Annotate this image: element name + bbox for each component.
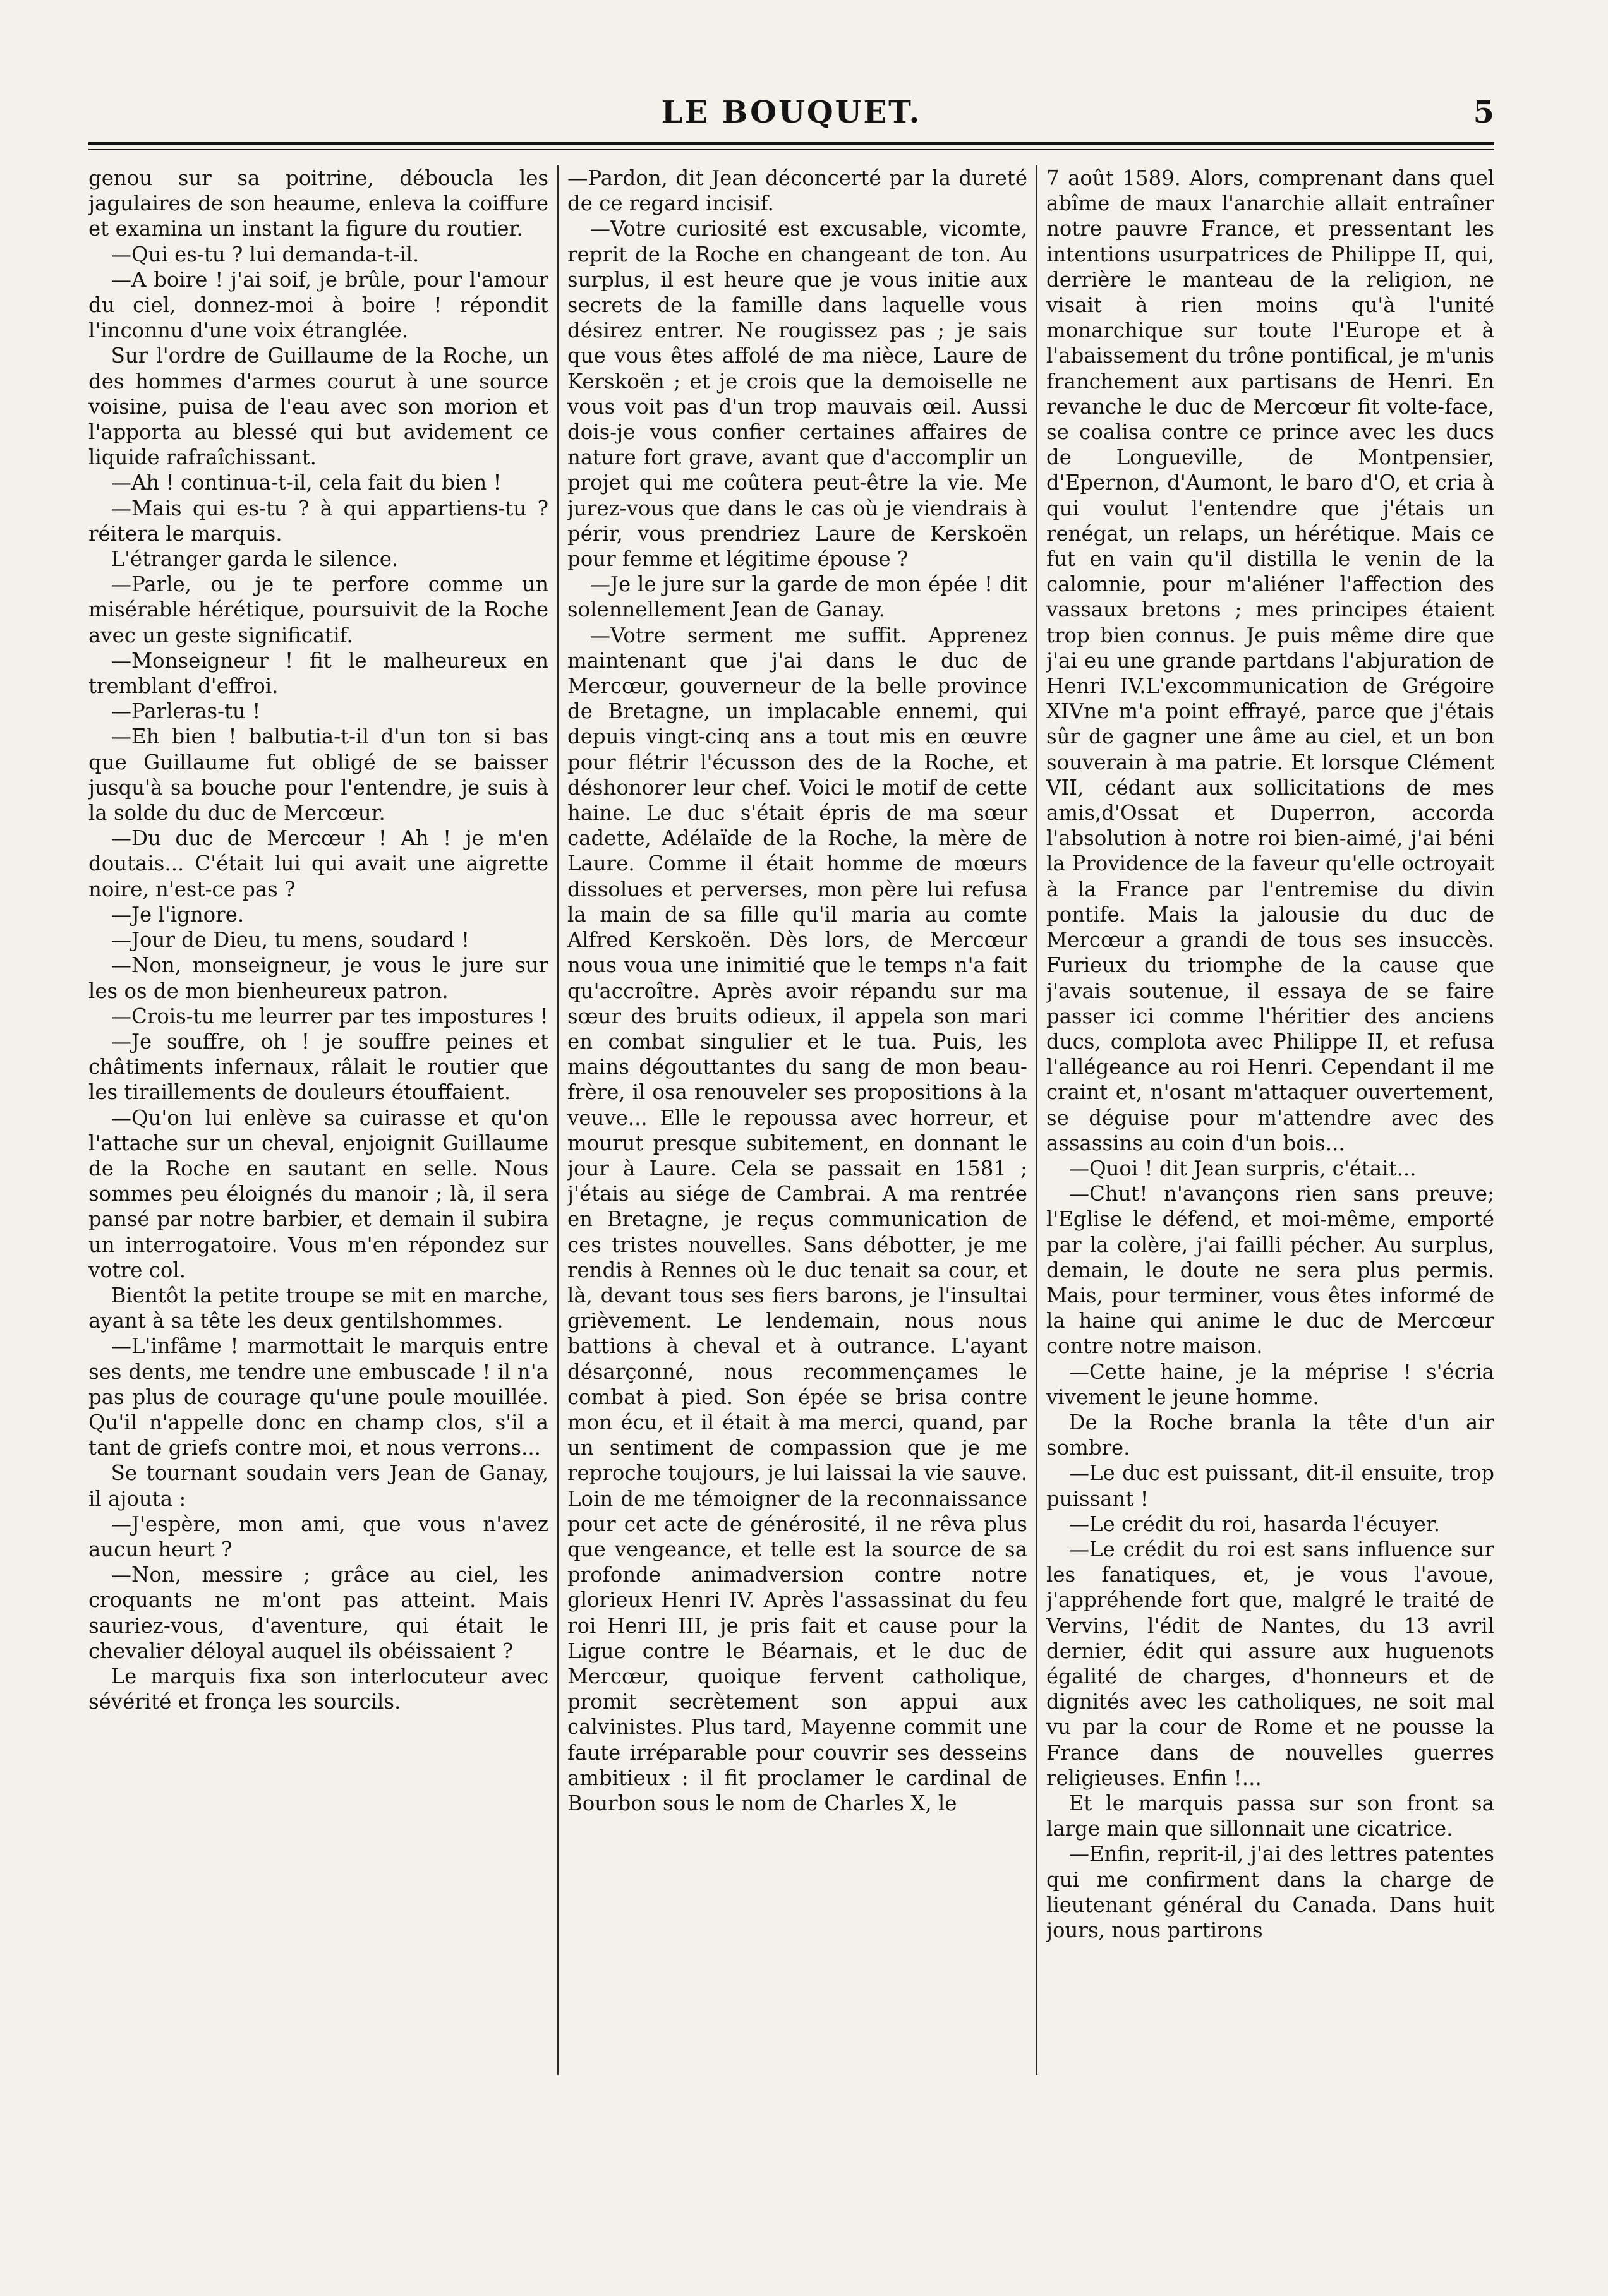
- paragraph: —Parleras-tu !: [111, 699, 261, 724]
- paragraph: Le marquis fixa son interlocuteur avec sévérité et fronça les sourcils.: [88, 1664, 548, 1714]
- header-rule-thin: [88, 149, 1494, 150]
- paragraph: Se tournant soudain vers Jean de Ganay, il ajouta :: [88, 1461, 548, 1511]
- journal-title: LE BOUQUET.: [661, 95, 922, 130]
- paragraph: —Crois-tu me leurrer par tes impostures !: [111, 1004, 548, 1028]
- paragraph: —Le duc est puissant, dit-il ensuite, trop puissant !: [1046, 1461, 1494, 1511]
- paragraph: Et le marquis passa sur son front sa large main que sillonnait une cicatrice.: [1046, 1791, 1494, 1841]
- paragraph: —Je l'ignore.: [111, 902, 245, 927]
- paragraph: —Je souffre, oh ! je souffre peines et châtiments infernaux, râlait le routier que les tiraillements de douleurs étouffaient.: [88, 1029, 548, 1105]
- paragraph: —Le crédit du roi, hasarda l'écuyer.: [1068, 1512, 1441, 1536]
- text-columns: [88, 165, 1494, 2107]
- paragraph: —A boire ! j'ai soif, je brûle, pour l'amour du ciel, donnez-moi à boire ! répondit l'inconnu d'une voix étranglée.: [88, 267, 548, 343]
- column-divider: [557, 165, 559, 2075]
- column-1: [88, 165, 548, 2107]
- column-2: [567, 165, 1027, 2107]
- column-3: [1046, 165, 1494, 2107]
- paragraph: —Le crédit du roi est sans influence sur les fanatiques, et, je vous l'avoue, j'appréhende fort que, malgré le traité de Vervins, l'édit de Nantes, du 13 avril dernier, édit qui assure aux huguenots égalité de charges, d'honneurs et de dignités avec les catholiques, ne soit mal vu par la cour de Rome et ne pousse la France dans de nouvelles guerres religieuses. Enfin !...: [1046, 1537, 1494, 1790]
- paragraph: —Ah ! continua-t-il, cela fait du bien !: [111, 471, 502, 495]
- paragraph: —Enfin, reprit-il, j'ai des lettres patentes qui me confirment dans la charge de lieutenant général du Canada. Dans huit jours, nous partirons: [1046, 1842, 1494, 1943]
- paragraph: —Eh bien ! balbutia-t-il d'un ton si bas que Guillaume fut obligé de se baisser jusqu'à sa bouche pour l'entendre, je suis à la solde du duc de Mercœur.: [88, 724, 548, 826]
- paragraph: —Cette haine, je la méprise ! s'écria vivement le jeune homme.: [1046, 1359, 1494, 1409]
- paragraph: De la Roche branla la tête d'un air sombre.: [1046, 1410, 1494, 1460]
- page-number: 5: [1473, 95, 1494, 130]
- paragraph: —Mais qui es-tu ? à qui appartiens-tu ? réitera le marquis.: [88, 496, 548, 546]
- paragraph: L'étranger garda le silence.: [111, 547, 399, 572]
- paragraph: —Jour de Dieu, tu mens, soudard !: [111, 928, 469, 953]
- paragraph: —Monseigneur ! fit le malheureux en tremblant d'effroi.: [88, 648, 548, 699]
- paragraph: —Votre serment me suffit. Apprenez maintenant que j'ai dans le duc de Mercœur, gouverneur de la belle province de Bretagne, un implacable ennemi, qui depuis vingt-cinq ans a tout mis en œuvre pour flétrir l'écusson des de la Roche, et déshonorer leur chef. Voici le motif de cette haine. Le duc s'était épris de ma sœur cadette, Adélaïde de la Roche, la mère de Laure. Comme il était homme de mœurs dissolues et perverses, mon père lui refusa la main de sa fille qu'il maria au comte Alfred Kerskoën. Dès lors, de Mercœur nous voua une inimitié que le temps n'a fait qu'accroître. Après avoir répandu sur ma sœur des bruits odieux, il appela son mari en combat singulier et le tua. Puis, les mains dégouttantes du sang de mon beau-frère, il osa renouveler ses propositions à la veuve... Elle le repoussa avec horreur, et mourut presque subitement, en donnant le jour à Laure. Cela se passait en 1581 ; j'étais au siége de Cambrai. A ma rentrée en Bretagne, je reçus communication de ces tristes nouvelles. Sans débotter, je me rendis à Rennes où le duc tenait sa cour, et là, devant tous ses fiers barons, je l'insultai grièvement. Le lendemain, nous nous battions à cheval et à outrance. L'ayant désarçonné, nous recommençames le combat à pied. Son épée se brisa contre mon écu, et il était à ma merci, quand, par un sentiment de compassion que je me reproche toujours, je lui laissai la vie sauve. Loin de me témoigner de la reconnaissance pour cet acte de générosité, il ne rêva plus que vengeance, et telle est la source de sa profonde animadversion contre notre glorieux Henri IV. Après l'assassinat du feu roi Henri III, je pris fait et cause pour la Ligue contre le Béarnais, et le duc de Mercœur, quoique fervent catholique, promit secrètement son appui aux calvinistes. Plus tard, Mayenne commit une faute irréparable pour couvrir ses desseins ambitieux : il fit proclamer le cardinal de Bourbon sous le nom de Charles X, le: [567, 623, 1027, 1815]
- paragraph: —Qui es-tu ? lui demanda-t-il.: [111, 242, 420, 267]
- paragraph: 7 août 1589. Alors, comprenant dans quel abîme de maux l'anarchie allait entraîner notre pauvre France, et pressentant les intentions usurpatrices de Philippe II, qui, derrière le manteau de la religion, ne visait à rien moins qu'à l'unité monarchique sur toute l'Europe et à l'abaissement du trône pontifical, je m'unis franchement aux partisans de Henri. En revanche le duc de Mercœur fit volte-face, se coalisa contre ce prince avec les ducs de Longueville, de Montpensier, d'Epernon, d'Aumont, le baro d'O, et cria à qui voulut l'entendre que j'étais un renégat, un relaps, un hérétique. Mais ce fut en vain qu'il distilla le venin de la calomnie, pour m'aliéner l'affection des vassaux bretons ; mes principes étaient trop bien connus. Je puis même dire que j'ai eu une grande partdans l'abjuration de Henri IV.L'excommunication de Grégoire XIVne m'a point effrayé, parce que j'étais sûr de gagner une âme au ciel, et un bon souverain à ma patrie. Et lorsque Clément VII, cédant aux sollicitations de mes amis,d'Ossat et Duperron, accorda l'absolution à notre roi bien-aimé, j'ai béni la Providence de la faveur qu'elle octroyait à la France par l'entremise du divin pontife. Mais la jalousie du duc de Mercœur a grandi de tous ses insuccès. Furieux du triomphe de la cause que j'avais soutenue, il essaya de se faire passer ici comme l'héritier des anciens ducs, complota avec Philippe II, et refusa l'allégeance au roi Henri. Cependant il me craint et, n'osant m'attaquer ouvertement, se déguise pour m'attendre avec des assassins au coin d'un bois...: [1046, 166, 1494, 1155]
- header-rule-thick: [88, 142, 1494, 145]
- paragraph: —Parle, ou je te perfore comme un misérable hérétique, poursuivit de la Roche avec un geste significatif.: [88, 572, 548, 647]
- paragraph: —L'infâme ! marmottait le marquis entre ses dents, me tendre une embuscade ! il n'a pas plus de courage qu'une poule mouillée. Qu'il n'appelle donc en champ clos, s'il a tant de griefs contre moi, et nous verrons...: [88, 1334, 548, 1460]
- paragraph: —Pardon, dit Jean déconcerté par la dureté de ce regard incisif.: [567, 166, 1027, 216]
- paragraph: —Du duc de Mercœur ! Ah ! je m'en doutais... C'était lui qui avait une aigrette noire, n'est-ce pas ?: [88, 826, 548, 901]
- paragraph: —Votre curiosité est excusable, vicomte, reprit de la Roche en changeant de ton. Au surplus, il est heure que je vous initie aux secrets de la famille dans laquelle vous désirez entrer. Ne rougissez pas ; je sais que vous êtes affolé de ma nièce, Laure de Kerskoën ; et je crois que la demoiselle ne vous voit pas d'un trop mauvais œil. Aussi dois-je vous confier certaines affaires de nature fort grave, avant que d'accomplir un projet qui me coûtera peut-être la vie. Me jurez-vous que dans le cas où je viendrais à périr, vous prendriez Laure de Kerskoën pour femme et légitime épouse ?: [567, 217, 1027, 572]
- paragraph: —Non, messire ; grâce au ciel, les croquants ne m'ont pas atteint. Mais sauriez-vous, d'aventure, qui était le chevalier déloyal auquel ils obéissaient ?: [88, 1563, 548, 1663]
- paragraph: —Chut! n'avançons rien sans preuve; l'Eglise le défend, et moi-même, emporté par la colère, j'ai failli pécher. Au surplus, demain, le doute ne sera plus permis. Mais, pour terminer, vous êtes informé de la haine qui anime le duc de Mercœur contre notre maison.: [1046, 1182, 1494, 1359]
- paragraph: —J'espère, mon ami, que vous n'avez aucun heurt ?: [88, 1512, 548, 1561]
- paragraph: —Quoi ! dit Jean surpris, c'était...: [1068, 1156, 1417, 1181]
- column-divider: [1036, 165, 1037, 2075]
- paragraph: —Je le jure sur la garde de mon épée ! dit solennellement Jean de Ganay.: [567, 572, 1027, 622]
- paragraph: Bientôt la petite troupe se mit en marche, ayant à sa tête les deux gentilshommes.: [88, 1283, 548, 1333]
- paragraph: Sur l'ordre de Guillaume de la Roche, un des hommes d'armes courut à une source voisine, puisa de l'eau avec son morion et l'apporta au blessé qui but avidement ce liquide rafraîchissant.: [88, 344, 548, 470]
- paragraph: —Qu'on lui enlève sa cuirasse et qu'on l'attache sur un cheval, enjoignit Guillaume de la Roche en sautant en selle. Nous sommes peu éloignés du manoir ; là, il sera pansé par notre barbier, et demain il subira un interrogatoire. Vous m'en répondez sur votre col.: [88, 1105, 548, 1282]
- paragraph: —Non, monseigneur, je vous le jure sur les os de mon bienheureux patron.: [88, 953, 548, 1003]
- paragraph: genou sur sa poitrine, déboucla les jagulaires de son heaume, enleva la coiffure et examina un instant la figure du routier.: [88, 166, 548, 241]
